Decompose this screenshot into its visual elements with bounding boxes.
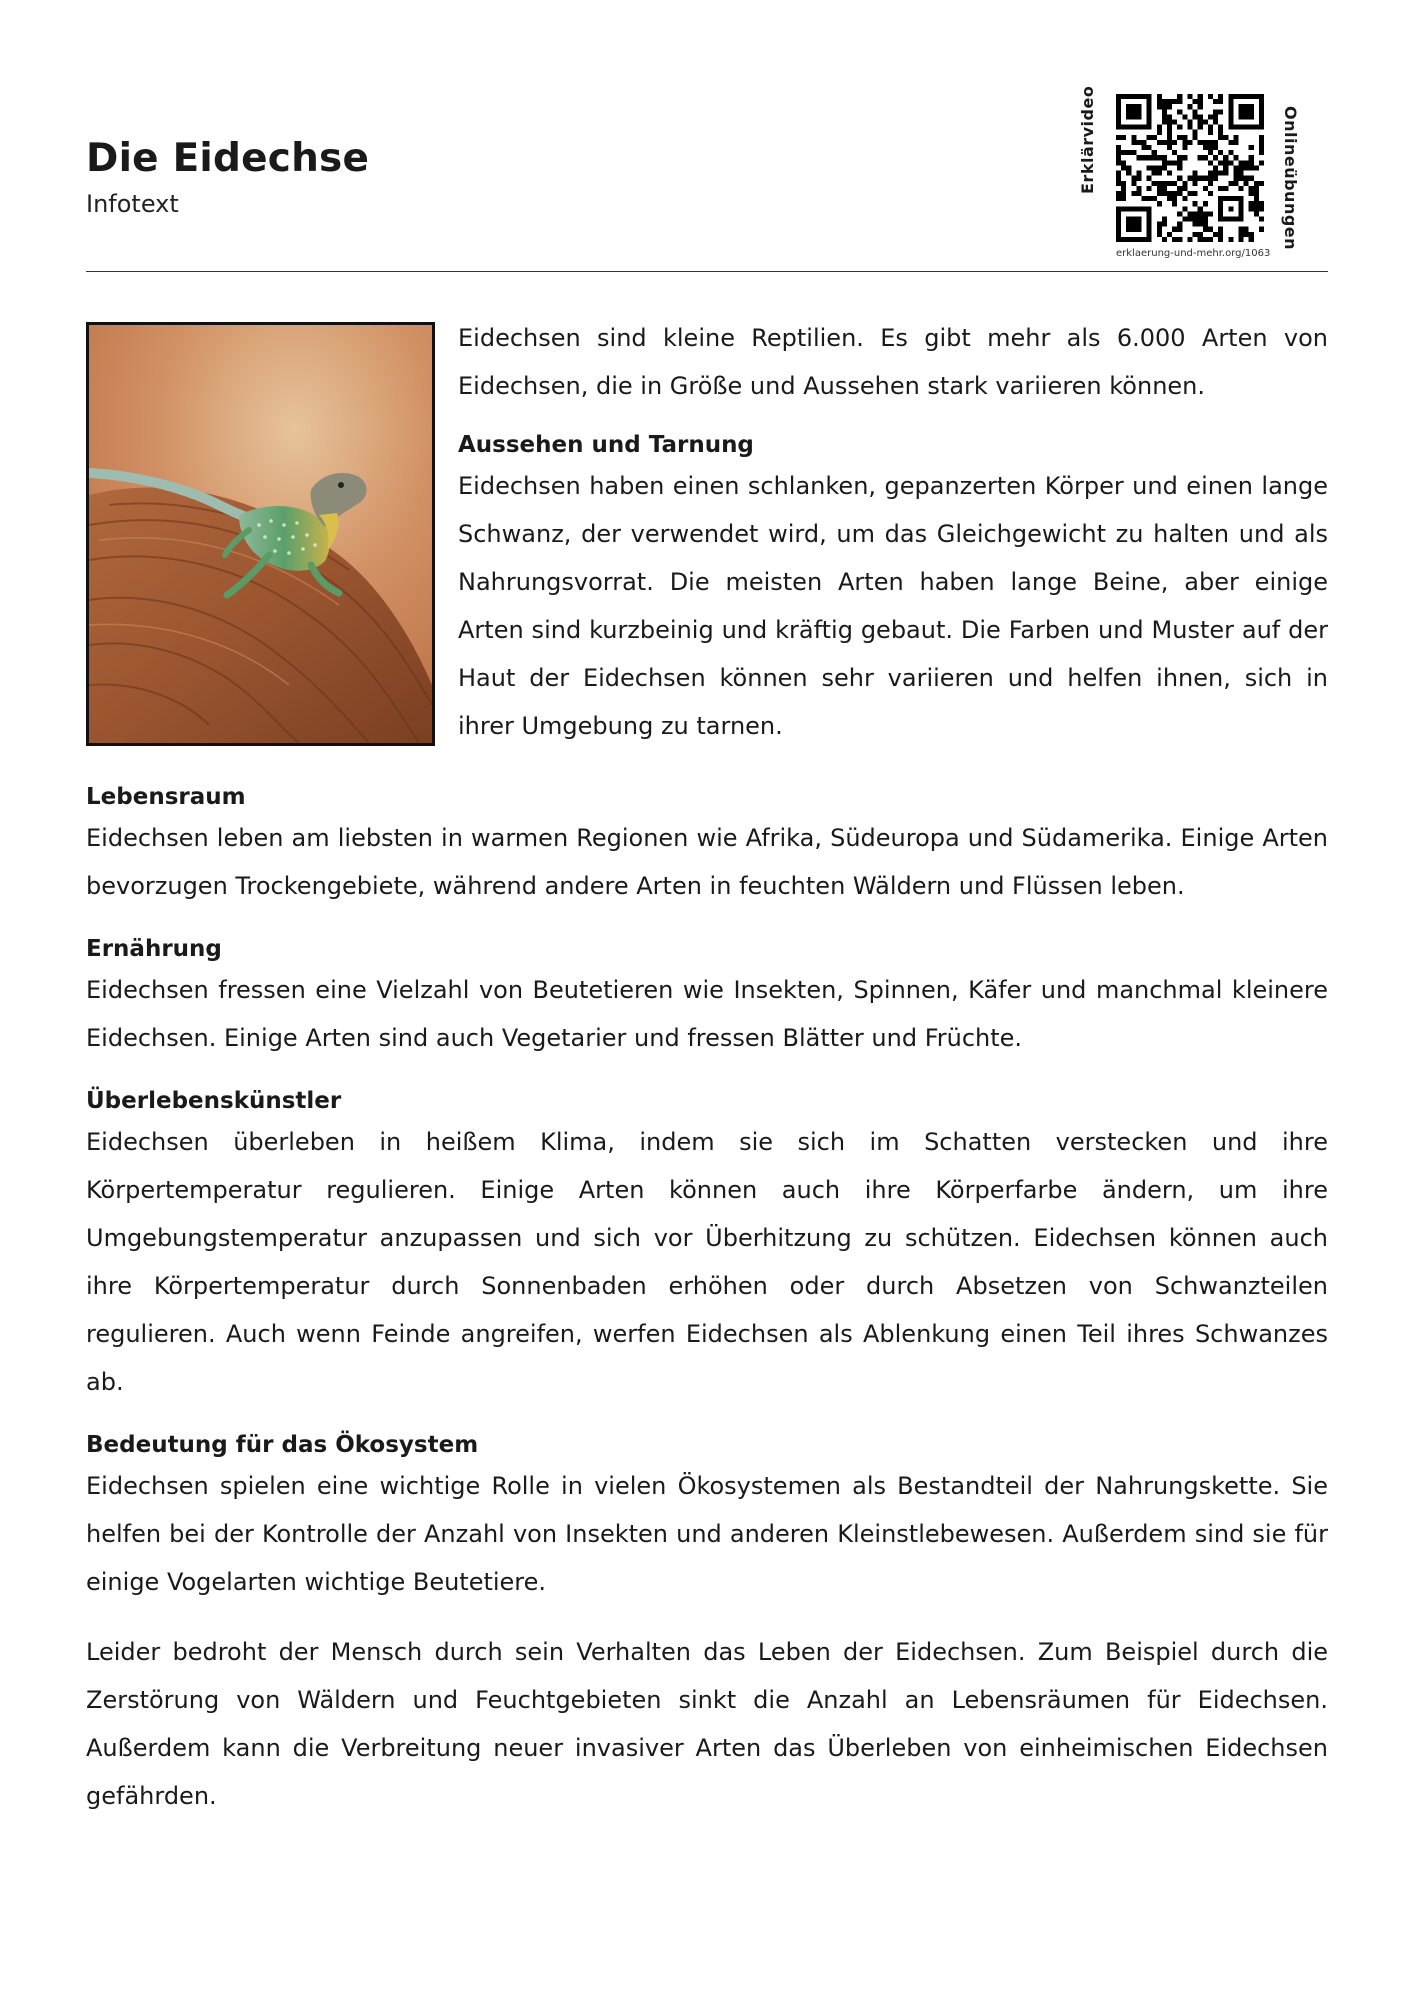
content-sections [86, 780, 1328, 1842]
lizard-photo [86, 322, 435, 746]
closing-text: Leider bedroht der Mensch durch sein Verhalten das Leben der Eidechsen. Zum Beispiel durch die Zerstörung von Wäldern und Feuchtgebieten sinkt die Anzahl an Lebensräumen für Eidechsen. Außerdem kann die Verbreitung neuer invasiver Arten das Überleben von einheimischen Eidechsen gefährden. [86, 1638, 1328, 1810]
section-survival [86, 1084, 1328, 1406]
section-text: Eidechsen spielen eine wichtige Rolle in vielen Ökosystemen als Bestandteil der Nahrungskette. Sie helfen bei der Kontrolle der Anzahl von Insekten und anderen Kleinstlebewesen. Außerdem sind sie für einige Vogelarten wichtige Beutetiere. [86, 1472, 1328, 1596]
section-text-appearance: Eidechsen haben einen schlanken, gepanzerten Körper und einen lange Schwanz, der verwendet wird, um das Gleichgewicht zu halten und als Nahrungsvorrat. Die meisten Arten haben lange Beine, aber einige Arten sind kurzbeinig und kräftig gebaut. Die Farben und Muster auf der Haut der Eidechsen können sehr variieren und helfen ihnen, sich in ihrer Umgebung zu tarnen. [458, 472, 1328, 740]
page-subtitle: Infotext [86, 190, 179, 218]
intro-text: Eidechsen sind kleine Reptilien. Es gibt mehr als 6.000 Arten von Eidechsen, die in Größe und Aussehen stark variieren können. [458, 324, 1328, 400]
section-habitat [86, 780, 1328, 910]
section-ecosystem [86, 1428, 1328, 1606]
page-header [86, 85, 1328, 268]
qr-code-block[interactable] [1078, 85, 1328, 268]
section-title: Bedeutung für das Ökosystem [86, 1432, 479, 1458]
section-text: Eidechsen überleben in heißem Klima, indem sie sich im Schatten verstecken und ihre Körpertemperatur regulieren. Einige Arten können auch ihre Körperfarbe ändern, um ihre Umgebungstemperatur anzupassen und sich vor Überhitzung zu schützen. Eidechsen können auch ihre Körpertemperatur durch Sonnenbaden erhöhen oder durch Absetzen von Schwanzteilen regulieren. Auch wenn Feinde angreifen, werfen Eidechsen als Ablenkung einen Teil ihres Schwanzes ab. [86, 1128, 1328, 1396]
lizard-on-wood-image [89, 325, 432, 743]
intro-column [458, 314, 1328, 750]
section-title: Lebensraum [86, 784, 246, 810]
qr-label-video: Erklärvideo [1078, 85, 1097, 194]
section-title: Ernährung [86, 936, 222, 962]
header-divider [86, 271, 1328, 272]
section-text: Eidechsen fressen eine Vielzahl von Beutetieren wie Insekten, Spinnen, Käfer und manchmal kleinere Eidechsen. Einige Arten sind auch Vegetarier und fressen Blätter und Früchte. [86, 976, 1328, 1052]
section-closing [86, 1628, 1328, 1820]
section-diet [86, 932, 1328, 1062]
qr-label-exercises: Onlineübungen [1281, 106, 1300, 251]
page-title: Die Eidechse [86, 136, 370, 181]
qr-url[interactable]: erklaerung-und-mehr.org/1063 [1116, 248, 1271, 259]
qr-code-icon[interactable] [1116, 94, 1264, 242]
section-title: Überlebenskünstler [86, 1088, 342, 1114]
section-title-appearance: Aussehen und Tarnung [458, 432, 754, 458]
section-text: Eidechsen leben am liebsten in warmen Regionen wie Afrika, Südeuropa und Südamerika. Einige Arten bevorzugen Trockengebiete, während andere Arten in feuchten Wäldern und Flüssen leben. [86, 824, 1328, 900]
